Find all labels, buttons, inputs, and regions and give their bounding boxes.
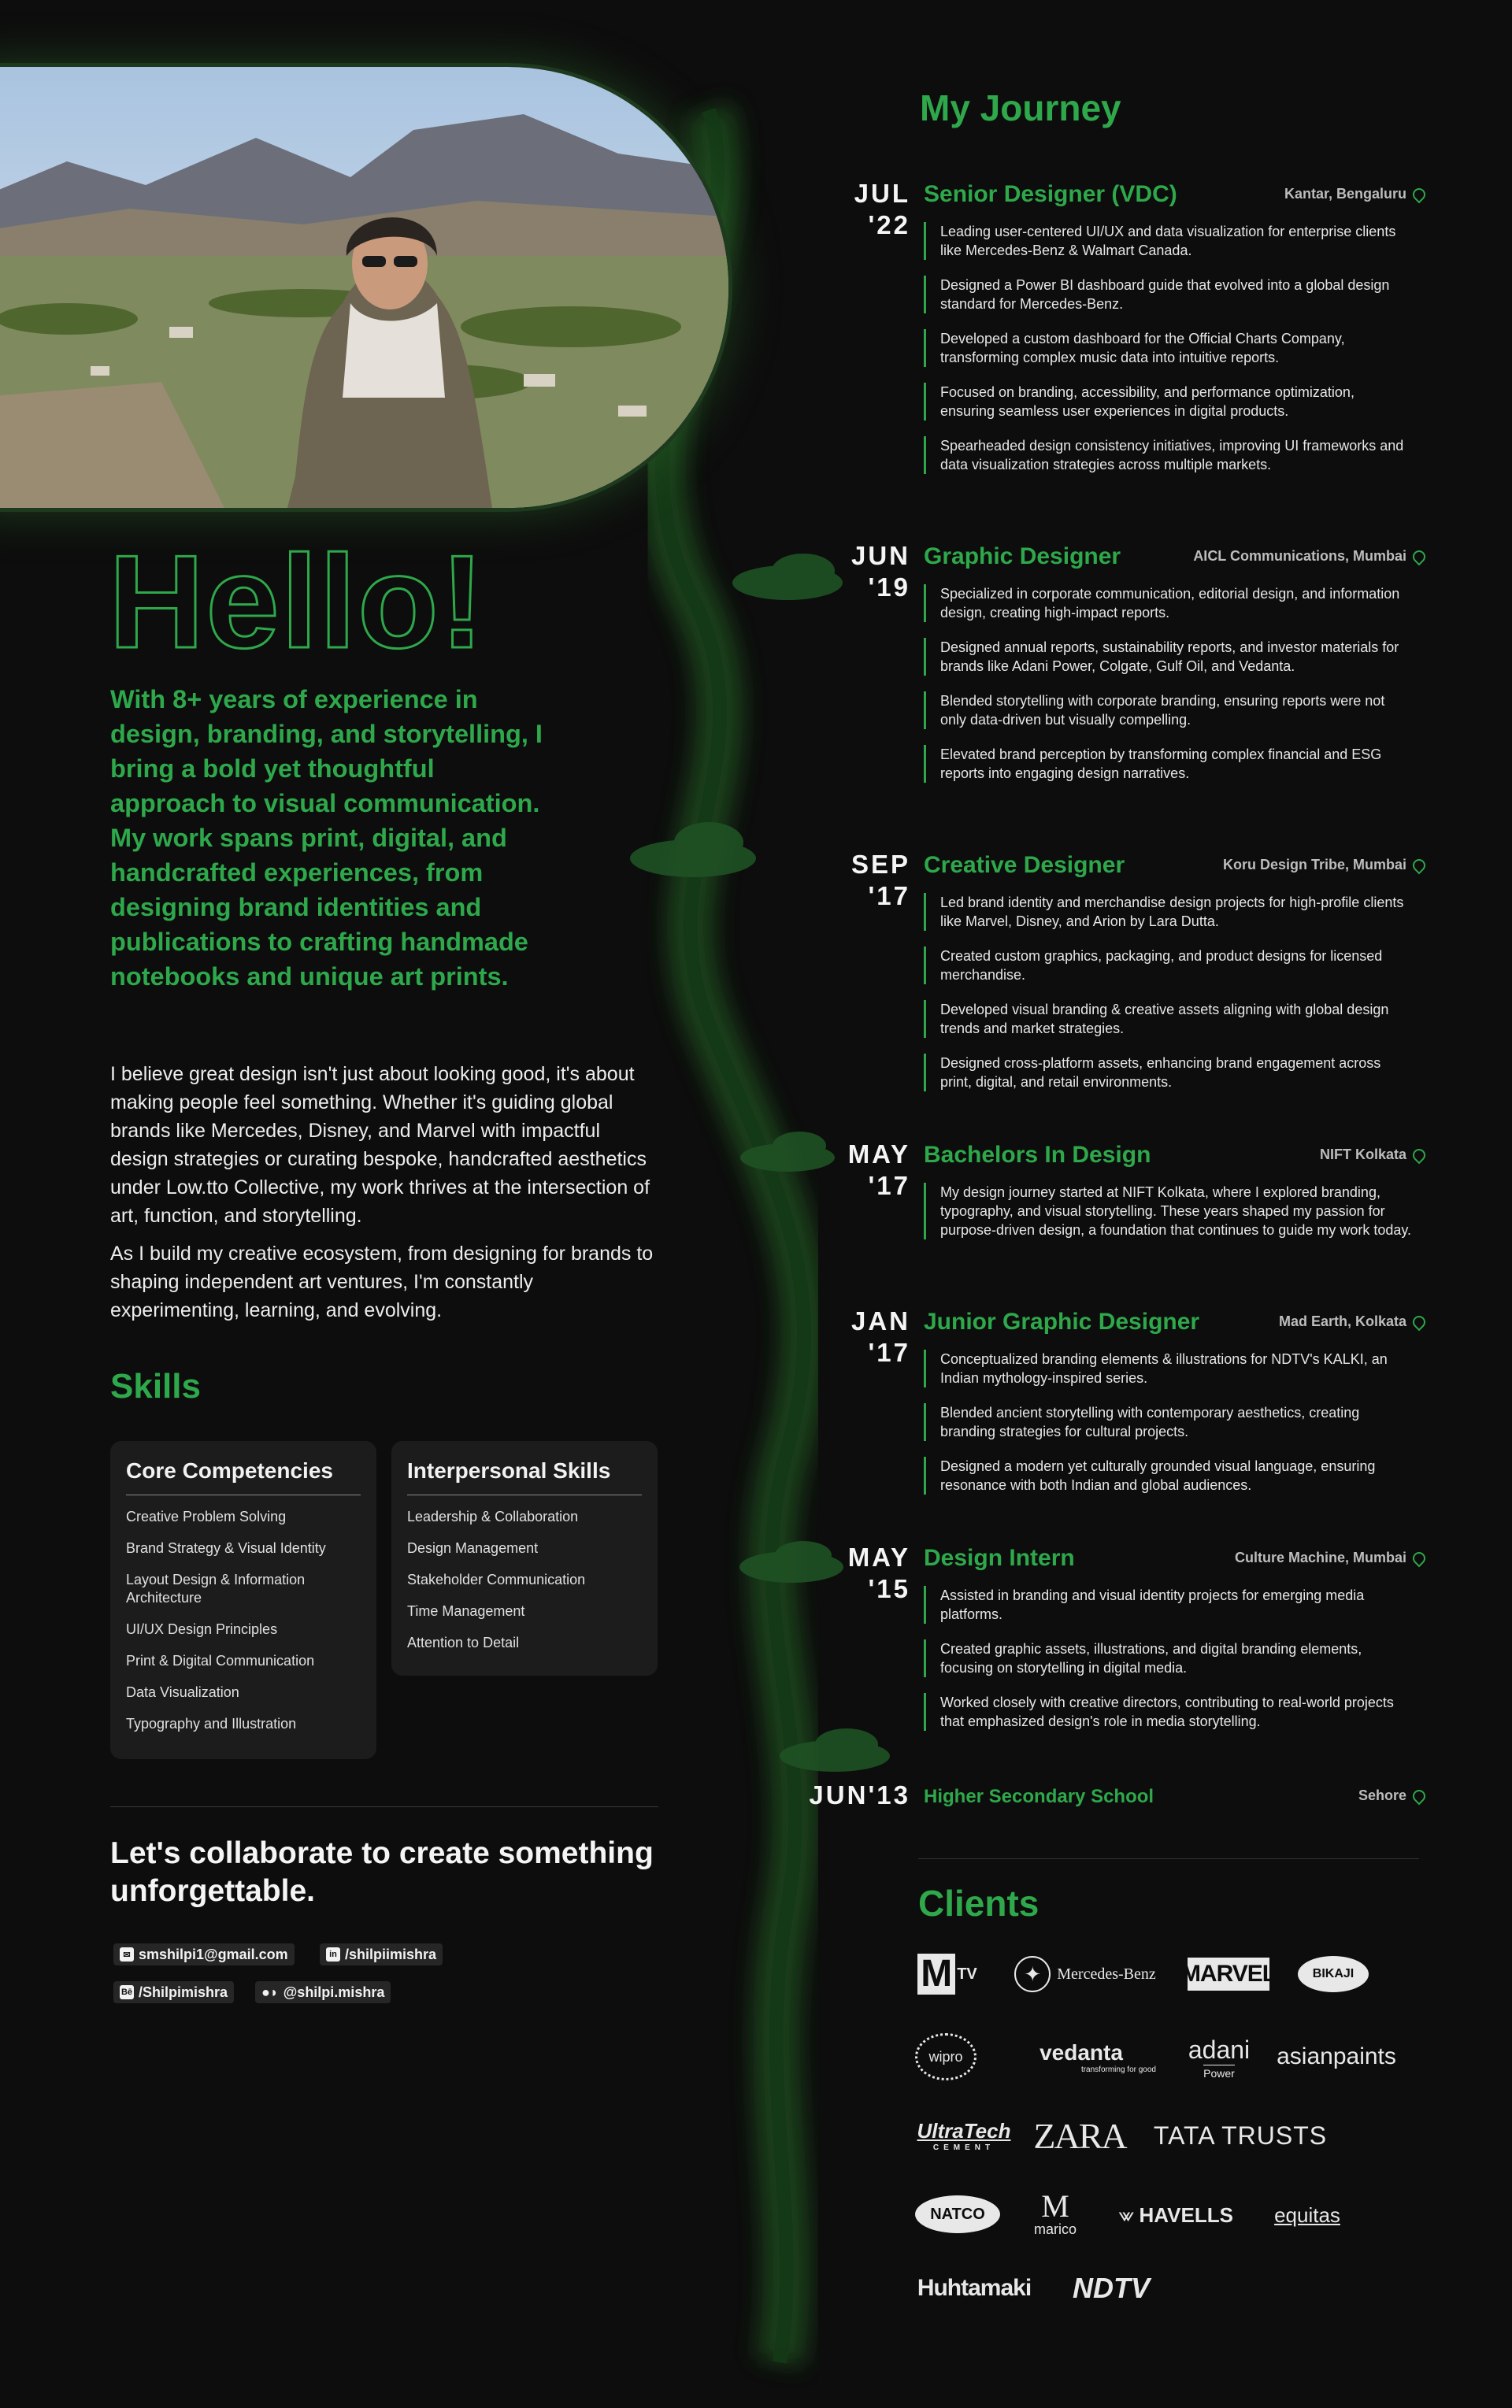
asianpaints-logo: asianpaints — [1277, 2043, 1396, 2069]
entry-role: Bachelors In Design — [924, 1142, 1151, 1168]
behance-text: /Shilpimishra — [139, 1984, 228, 2000]
email-text: smshilpi1@gmail.com — [139, 1946, 288, 1962]
mercedes-benz-logo: ✦ Mercedes-Benz — [1006, 1954, 1164, 1994]
entry-bullet: Blended ancient storytelling with contemporary aesthetics, creating branding strategies for cultural projects. — [924, 1403, 1412, 1441]
marvel-logo: MARVEL — [1188, 1958, 1269, 1991]
location-pin-icon — [1410, 1146, 1429, 1164]
interpersonal-skills-card — [391, 1441, 658, 1676]
entry-bullet: Designed annual reports, sustainability reports, and investor materials for brands like Adani Power, Colgate, Gulf Oil, and Vedanta. — [924, 638, 1412, 676]
journey-entry — [788, 1780, 1425, 1819]
entry-location: NIFT Kolkata — [1320, 1147, 1425, 1163]
entry-bullet: Designed a Power BI dashboard guide that evolved into a global design standard for Mercedes-Benz. — [924, 276, 1412, 313]
entry-location: Kantar, Bengaluru — [1284, 186, 1425, 202]
clients-divider — [918, 1858, 1419, 1859]
location-pin-icon — [1410, 856, 1429, 874]
vedanta-logo: vedanta transforming for good — [1040, 2039, 1156, 2074]
intro-paragraph-2: As I build my creative ecosystem, from designing for brands to shaping independent art ventures, I'm constantly experimenting, learning, and evolving. — [110, 1243, 654, 1321]
skill-item: Stakeholder Communication — [407, 1572, 586, 1587]
journey-entry — [788, 1306, 1425, 1510]
entry-date: JAN '17 — [850, 1306, 910, 1367]
skill-item: Attention to Detail — [407, 1635, 520, 1650]
medium-link[interactable] — [255, 1981, 391, 2003]
entry-date: MAY '17 — [847, 1139, 910, 1200]
entry-bullet: Focused on branding, accessibility, and performance optimization, ensuring seamless user experiences in digital products. — [924, 383, 1412, 420]
medium-icon: ●◗ — [261, 1984, 279, 2000]
skill-item: Brand Strategy & Visual Identity — [126, 1540, 326, 1556]
section-divider — [110, 1806, 658, 1807]
journey-entry — [788, 1542, 1425, 1747]
journey-entry — [788, 1139, 1425, 1280]
medium-text: @shilpi.mishra — [283, 1984, 385, 2000]
skill-item: Typography and Illustration — [126, 1716, 297, 1732]
journey-entry — [788, 178, 1425, 509]
marico-logo: M marico — [1033, 2188, 1077, 2237]
mail-icon: ✉ — [120, 1947, 134, 1962]
entry-bullet: Leading user-centered UI/UX and data visualization for enterprise clients like Mercedes-Benz & Walmart Canada. — [924, 222, 1412, 260]
skill-item: Data Visualization — [126, 1684, 239, 1700]
entry-bullet: Developed visual branding & creative assets aligning with global design trends and market strategies. — [924, 1000, 1412, 1038]
entry-bullet: Led brand identity and merchandise design projects for high-profile clients like Marvel, Disney, and Arion by Lara Dutta. — [924, 893, 1412, 931]
entry-bullet: My design journey started at NIFT Kolkata, where I explored branding, typography, and visual storytelling. These years shaped my passion for purpose-driven design, a foundation that continues to guide my work today. — [924, 1183, 1412, 1239]
entry-role: Design Intern — [924, 1545, 1075, 1571]
havells-icon: ⩖ — [1118, 2202, 1135, 2226]
adani-power-logo: adani Power — [1188, 2036, 1251, 2080]
clients-heading: Clients — [918, 1883, 1040, 1924]
linkedin-icon: in — [326, 1947, 340, 1962]
skill-item: Design Management — [407, 1540, 539, 1556]
email-link[interactable] — [113, 1943, 295, 1965]
entry-bullet: Specialized in corporate communication, editorial design, and information design, creating high-impact reports. — [924, 584, 1412, 622]
entry-location: Culture Machine, Mumbai — [1235, 1550, 1425, 1566]
skill-item: Creative Problem Solving — [126, 1509, 287, 1524]
entry-location: AICL Communications, Mumbai — [1193, 548, 1425, 565]
location-pin-icon — [1410, 547, 1429, 565]
wipro-logo: wipro — [915, 2033, 976, 2080]
entry-date: JUL '22 — [854, 179, 910, 239]
entry-date: MAY '15 — [847, 1543, 910, 1603]
core-competencies-title: Core Competencies — [126, 1458, 361, 1495]
collaborate-cta: Let's collaborate to create something unforgettable. — [110, 1836, 654, 1908]
skill-item: Print & Digital Communication — [126, 1653, 315, 1669]
entry-bullet: Blended storytelling with corporate branding, ensuring reports were not only data-driven but visually compelling. — [924, 691, 1412, 729]
entry-role: Junior Graphic Designer — [924, 1309, 1200, 1335]
behance-link[interactable] — [113, 1981, 234, 2003]
linkedin-text: /shilpiimishra — [345, 1946, 437, 1962]
skills-heading: Skills — [110, 1367, 201, 1406]
ultratech-logo: UltraTech CEMENT — [917, 2119, 1011, 2152]
profile-photo — [0, 63, 732, 512]
journey-heading: My Journey — [920, 87, 1121, 128]
entry-date: SEP '17 — [850, 850, 910, 910]
equitas-logo: equitas — [1274, 2202, 1340, 2227]
location-pin-icon — [1410, 1313, 1429, 1331]
entry-bullet: Conceptualized branding elements & illustrations for NDTV's KALKI, an Indian mythology-inspired series. — [924, 1350, 1412, 1387]
journey-entry — [788, 849, 1425, 1117]
entry-location: Koru Design Tribe, Mumbai — [1223, 857, 1425, 873]
ndtv-logo: NDTV — [1073, 2272, 1150, 2304]
natco-logo: NATCO — [915, 2195, 1000, 2233]
interpersonal-skills-title: Interpersonal Skills — [407, 1458, 642, 1495]
linkedin-link[interactable] — [320, 1943, 443, 1965]
entry-date: JUN '19 — [850, 541, 910, 602]
skill-item: Leadership & Collaboration — [407, 1509, 579, 1524]
havells-logo: ⩖ HAVELLS — [1118, 2202, 1233, 2227]
entry-bullet: Developed a custom dashboard for the Official Charts Company, transforming complex music data into intuitive reports. — [924, 329, 1412, 367]
location-pin-icon — [1410, 185, 1429, 203]
intro-headline: With 8+ years of experience in design, branding, and storytelling, I bring a bold yet thoughtful approach to visual communication. My work spans print, digital, and handcrafted experiences, from designing brand identities and publications to crafting handmade notebooks and unique art prints. — [110, 685, 543, 991]
entry-role: Higher Secondary School — [924, 1786, 1154, 1807]
location-pin-icon — [1410, 1549, 1429, 1567]
bikaji-logo: BIKAJI — [1298, 1956, 1369, 1992]
skill-item: Layout Design & Information Architecture — [126, 1572, 306, 1606]
mtv-logo: M TV — [917, 1953, 978, 1995]
entry-bullet: Assisted in branding and visual identity projects for emerging media platforms. — [924, 1586, 1412, 1624]
tata-trusts-logo: TATA TRUSTS — [1153, 2121, 1328, 2150]
entry-location: Mad Earth, Kolkata — [1279, 1313, 1425, 1330]
behance-icon: Bē — [120, 1985, 134, 1999]
intro-paragraph-1: I believe great design isn't just about looking good, it's about making people feel something. Whether it's guiding global brands like Mercedes, Disney, and Marvel with impactful design strategies or curating bespoke, handcrafted aesthetics under Low.tto Collective, my work thrives at the intersection of art, function, and storytelling. — [110, 1063, 650, 1227]
hello-heading: Hello! — [109, 528, 486, 676]
entry-bullet: Designed cross-platform assets, enhancing brand engagement across print, digital, and retail environments. — [924, 1054, 1412, 1091]
zara-logo: ZARA — [1033, 2115, 1126, 2156]
entry-date: JUN'13 — [809, 1780, 910, 1810]
core-competencies-card — [110, 1441, 376, 1759]
entry-bullet: Created custom graphics, packaging, and product designs for licensed merchandise. — [924, 947, 1412, 984]
entry-role: Graphic Designer — [924, 543, 1121, 569]
entry-role: Creative Designer — [924, 852, 1125, 878]
entry-role: Senior Designer (VDC) — [924, 181, 1177, 207]
location-pin-icon — [1410, 1787, 1429, 1805]
entry-location: Sehore — [1358, 1787, 1425, 1804]
entry-bullet: Elevated brand perception by transforming complex financial and ESG reports into engaging design narratives. — [924, 745, 1412, 783]
journey-entry — [788, 540, 1425, 824]
skill-item: UI/UX Design Principles — [126, 1621, 278, 1637]
entry-bullet: Spearheaded design consistency initiatives, improving UI frameworks and data visualization strategies across multiple markets. — [924, 436, 1412, 474]
entry-bullet: Created graphic assets, illustrations, and digital branding elements, focusing on storytelling in digital media. — [924, 1639, 1412, 1677]
mercedes-star-icon: ✦ — [1014, 1956, 1051, 1992]
huhtamaki-logo: Huhtamaki — [917, 2275, 1032, 2301]
entry-bullet: Designed a modern yet culturally grounded visual language, ensuring resonance with both Indian and global audiences. — [924, 1457, 1412, 1495]
entry-bullet: Worked closely with creative directors, contributing to real-world projects that emphasized design's role in media storytelling. — [924, 1693, 1412, 1731]
skill-item: Time Management — [407, 1603, 525, 1619]
